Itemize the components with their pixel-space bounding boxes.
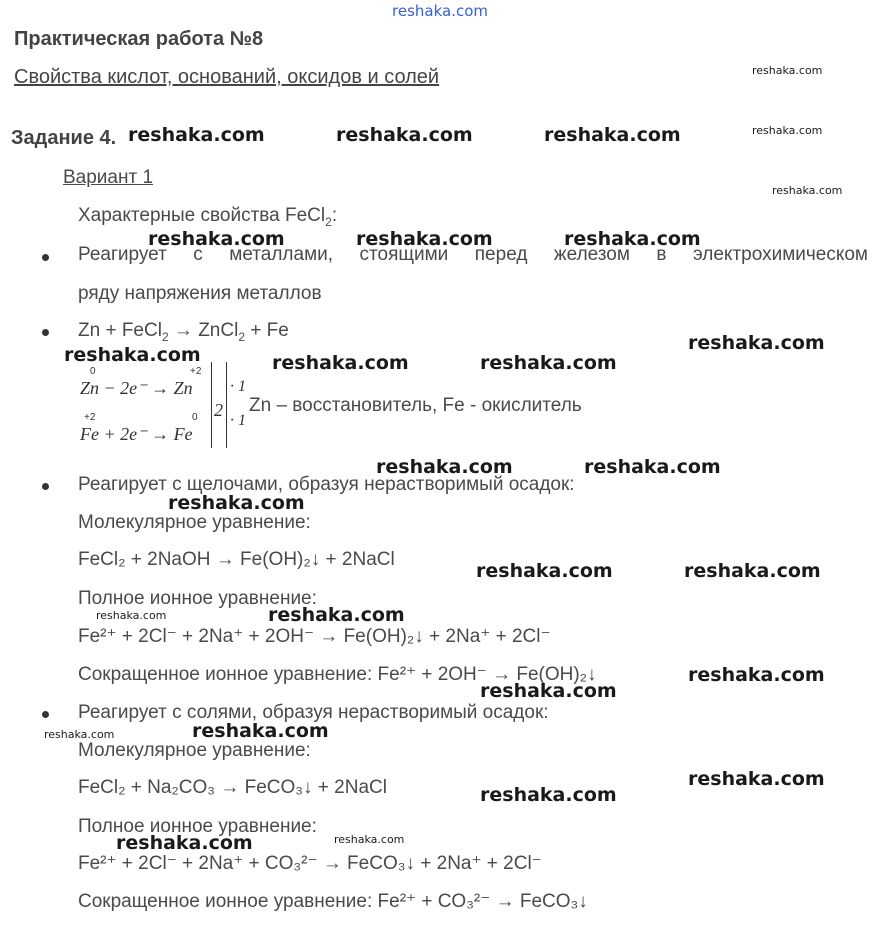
watermark: reshaka.com [480, 352, 617, 374]
molecular-equation: FeCl₂ + Na₂CO₃ → FeCO₃↓ + 2NaCl [78, 777, 387, 798]
variant-label: Вариант 1 [63, 167, 154, 188]
watermark: reshaka.com [128, 124, 265, 146]
bullet [42, 483, 49, 490]
task-label: Задание 4. [11, 127, 117, 149]
watermark-small: reshaka.com [772, 184, 843, 197]
redox-lcm: 2 [214, 400, 223, 420]
redox-reduction: Fe + 2e⁻ → Fe [80, 424, 193, 444]
molecular-equation: FeCl₂ + 2NaOH → Fe(OH)₂↓ + 2NaCl [78, 549, 395, 570]
watermark: reshaka.com [584, 456, 721, 478]
watermark-small: reshaka.com [44, 728, 115, 741]
watermark-small: reshaka.com [752, 64, 823, 77]
molecular-label: Молекулярное уравнение: [78, 512, 311, 533]
watermark-small: reshaka.com [752, 124, 823, 137]
page-title: Практическая работа №8 [14, 28, 264, 50]
properties-label: Характерные свойства FeCl$_2$: [78, 205, 338, 229]
salts-property: Реагирует с солями, образуя нерастворимый осадок: [78, 702, 549, 723]
watermark: reshaka.com [480, 680, 617, 702]
watermark: reshaka.com [268, 604, 405, 626]
watermark: reshaka.com [148, 228, 285, 250]
metals-property-line1: Реагирует с металлами, стоящими перед железом в электрохимическом [78, 244, 868, 265]
redox-coef: · 1 [230, 378, 246, 395]
watermark-small: reshaka.com [96, 609, 167, 622]
watermark: reshaka.com [168, 492, 305, 514]
redox-oxidation: Zn − 2e⁻ → Zn [80, 378, 193, 398]
watermark: reshaka.com [356, 228, 493, 250]
metals-property-line2: ряду напряжения металлов [78, 283, 322, 304]
watermark: reshaka.com [336, 124, 473, 146]
watermark-small: reshaka.com [334, 833, 405, 846]
watermark: reshaka.com [688, 768, 825, 790]
watermark: reshaka.com [684, 560, 821, 582]
watermark: reshaka.com [376, 456, 513, 478]
watermark: reshaka.com [272, 352, 409, 374]
reaction-zn-fecl2: Zn + FeCl$_2$ → ZnCl$_2$ + Fe [78, 320, 289, 344]
watermark: reshaka.com [480, 784, 617, 806]
short-ionic-equation: Сокращенное ионное уравнение: Fe²⁺ + 2OH⁻ → Fe(OH)₂↓ [78, 664, 597, 685]
redox-comment: Zn – восстановитель, Fe - окислитель [249, 395, 582, 416]
molecular-label: Молекулярное уравнение: [78, 740, 311, 761]
watermark: reshaka.com [116, 832, 253, 854]
alkali-property: Реагирует с щелочами, образуя нерастворимый осадок: [78, 474, 575, 495]
watermark: reshaka.com [544, 124, 681, 146]
watermark: reshaka.com [476, 560, 613, 582]
redox-coef: · 1 [230, 412, 246, 429]
short-ionic-equation: Сокращенное ионное уравнение: Fe²⁺ + CO₃²⁻ → FeCO₃↓ [78, 891, 588, 912]
bullet [42, 254, 49, 261]
watermark: reshaka.com [564, 228, 701, 250]
bullet [42, 329, 49, 336]
full-ionic-label: Полное ионное уравнение: [78, 588, 317, 609]
full-ionic-equation: Fe²⁺ + 2Cl⁻ + 2Na⁺ + CO₃²⁻ → FeCO₃↓ + 2Na⁺ + 2Cl⁻ [78, 853, 542, 874]
bullet [42, 711, 49, 718]
page-subtitle: Свойства кислот, оснований, оксидов и солей [14, 66, 440, 88]
watermark: reshaka.com [688, 664, 825, 686]
full-ionic-label: Полное ионное уравнение: [78, 816, 317, 837]
watermark: reshaka.com [64, 344, 201, 366]
watermark: reshaka.com [192, 720, 329, 742]
watermark: reshaka.com [688, 332, 825, 354]
full-ionic-equation: Fe²⁺ + 2Cl⁻ + 2Na⁺ + 2OH⁻ → Fe(OH)₂↓ + 2Na⁺ + 2Cl⁻ [78, 626, 551, 647]
watermark-top: reshaka.com [392, 2, 488, 20]
